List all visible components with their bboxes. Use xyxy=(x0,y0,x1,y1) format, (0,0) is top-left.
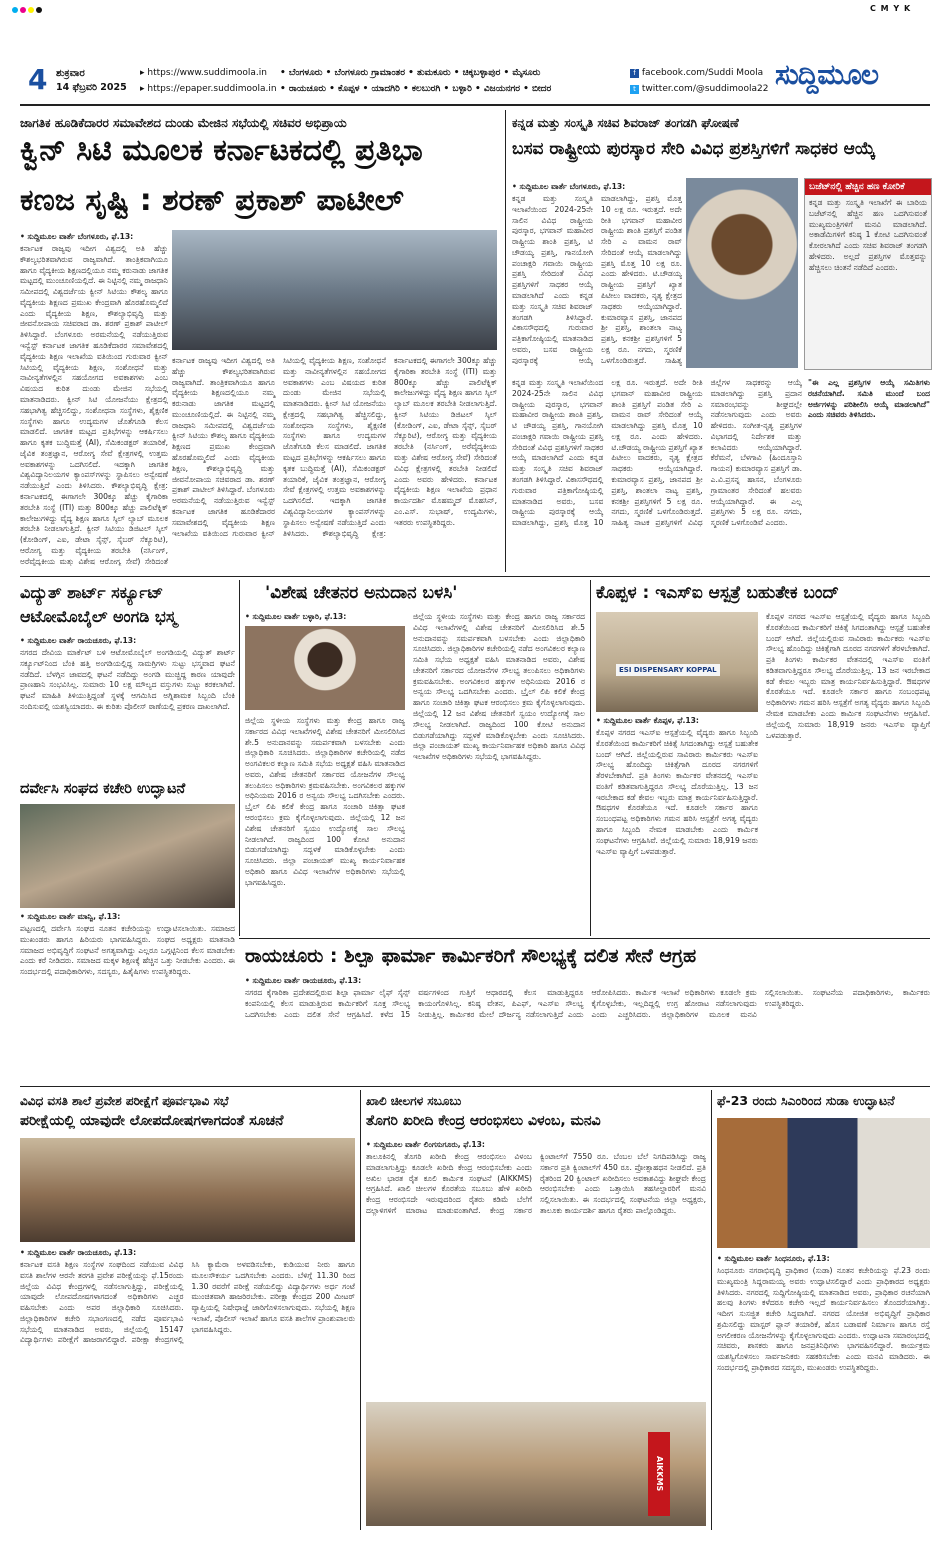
article-headline: ಬಸವ ರಾಷ್ಟ್ರೀಯ ಪುರಸ್ಕಾರ ಸೇರಿ ವಿವಿಧ ಪ್ರಶಸ್ತಿಗಳಿಗೆ ಸಾಧಕರ ಆಯ್ಕೆ xyxy=(512,139,876,159)
article-disabled-grant xyxy=(245,580,585,936)
article-dateline: • ಸುದ್ದಿಮೂಲ ವಾರ್ತೆ ಬೆಂಗಳೂರು, ಫೆ.13: xyxy=(512,182,626,191)
article-headline: ಪರೀಕ್ಷೆಯಲ್ಲಿ ಯಾವುದೇ ಲೋಪದೋಷಗಳಾಗದಂತೆ ಸೂಚನೆ xyxy=(20,1113,284,1129)
news-photo xyxy=(172,230,497,350)
masthead-logo: ಸುದ್ದಿಮೂಲ xyxy=(775,58,879,91)
article-shilpa-pharma xyxy=(245,942,930,1080)
facebook-link[interactable]: f facebook.com/Suddi Moola xyxy=(630,68,763,78)
box-title: ಬಜೆಟ್‌ನಲ್ಲಿ ಹೆಚ್ಚಿನ ಹಣ ಕೋರಿಕೆ xyxy=(805,179,931,195)
page-number: 4 xyxy=(28,63,48,96)
article-esi-hospital xyxy=(596,580,930,936)
article-body-continued: ಜಿಲ್ಲೆಯ ಸ್ಥಳೀಯ ಸಂಸ್ಥೆಗಳು ಮತ್ತು ಕೇಂದ್ರ ಹಾಗೂ ರಾಜ್ಯ ಸರ್ಕಾರದ ವಿವಿಧ ಇಲಾಖೆಗಳಲ್ಲಿ ವಿಶೇಷ ಚೇತನರಿಗೆ ಮೀಸಲಿರಿಸಿದ ಶೇ.5 ಅನುದಾನವನ್ನು ಸಮರ್ಪಕವಾಗಿ ಬಳಸಬೇಕು ಎಂದು ಜಿಲ್ಲಾಧಿಕಾರಿ ಸೂಚಿಸಿದರು. ಜಿಲ್ಲಾಧಿಕಾರಿಗಳ ಕಚೇರಿಯಲ್ಲಿ ನಡೆದ ಅಂಗವಿಕಲರ ಕಲ್ಯಾಣ ಸಮಿತಿ ಸಭೆಯ ಅಧ್ಯಕ್ಷತೆ ವಹಿಸಿ ಮಾತನಾಡಿದ ಅವರು, ವಿಶೇಷ ಚೇತನರಿಗೆ ಸರ್ಕಾರದ ಯೋಜನೆಗಳ ಸೌಲಭ್ಯ ತಲುಪಿಸಲು ಅಧಿಕಾರಿಗಳು ಕ್ರಮವಹಿಸಬೇಕು. ಅಂಗವಿಕಲರ ಹಕ್ಕುಗಳ ಅಧಿನಿಯಮ 2016 ರ ಅನ್ವಯ ಸೌಲಭ್ಯ ಒದಗಿಸಬೇಕು ಎಂದರು. ಬ್ರೈಲ್ ಲಿಪಿ ಕಲಿಕೆ ಕೇಂದ್ರ ಹಾಗೂ ಸಂಚಾರಿ ಚಿಕಿತ್ಸಾ ಘಟಕ ಆರಂಭಿಸಲು ಕ್ರಮ ಕೈಗೊಳ್ಳಲಾಗುವುದು. ಜಿಲ್ಲೆಯಲ್ಲಿ 12 ಜನ ವಿಶೇಷ ಚೇತನರಿಗೆ ಸ್ವಯಂ ಉದ್ಯೋಗಕ್ಕೆ ಸಾಲ ಸೌಲಭ್ಯ ನೀಡಲಾಗಿದೆ. ರಾಜ್ಯದಿಂದ 100 ಕೋಟಿ ಅನುದಾನ ಬಿಡುಗಡೆಯಾಗಿದ್ದು ಸದ್ಬಳಕೆ ಮಾಡಿಕೊಳ್ಳಬೇಕು ಎಂದು ಸೂಚಿಸಿದರು. ಜಿಲ್ಲಾ ಪಂಚಾಯತ್ ಮುಖ್ಯ ಕಾರ್ಯನಿರ್ವಾಹಕ ಅಧಿಕಾರಿ ಹಾಗೂ ವಿವಿಧ ಇಲಾಖೆಗಳ ಅಧಿಕಾರಿಗಳು ಸಭೆಯಲ್ಲಿ ಭಾಗವಹಿಸಿದ್ದರು. xyxy=(413,612,585,762)
twitter-icon: t xyxy=(630,85,639,94)
meeting-photo xyxy=(20,1138,355,1242)
article-kicker: ಜಾಗತಿಕ ಹೂಡಿಕೆದಾರರ ಸಮಾವೇಶದ ದುಂಡು ಮೇಜಿನ ಸಭೆಯಲ್ಲಿ ಸಚಿವರ ಅಭಿಪ್ರಾಯ xyxy=(20,116,347,130)
article-headline: ಕೊಪ್ಪಳ : ಇಎಸ್‌ಐ ಆಸ್ಪತ್ರೆ ಬಹುತೇಕ ಬಂದ್ xyxy=(596,583,839,603)
article-basava-award xyxy=(512,110,930,572)
article-body: ನಗರದ ಕೈಗಾರಿಕಾ ಪ್ರದೇಶದಲ್ಲಿರುವ ಶಿಲ್ಪಾ ಫಾರ್ಮಾ ಲೈಫ್ ಸೈನ್ಸ್ ಕಂಪನಿಯಲ್ಲಿ ಕೆಲಸ ಮಾಡುತ್ತಿರುವ ಕಾರ್ಮಿಕರಿಗೆ ಸೂಕ್ತ ಸೌಲಭ್ಯ ಒದಗಿಸಬೇಕು ಎಂದು ದಲಿತ ಸೇನೆ ಆಗ್ರಹಿಸಿದೆ. ಕಳೆದ 15 ವರ್ಷಗಳಿಂದ ಗುತ್ತಿಗೆ ಆಧಾರದಲ್ಲಿ ಕೆಲಸ ಮಾಡುತ್ತಿದ್ದರೂ ಕಾಯಂಗೊಳಿಸಿಲ್ಲ. ಕನಿಷ್ಠ ವೇತನ, ಪಿಎಫ್, ಇಎಸ್‌ಐ ಸೌಲಭ್ಯ ನೀಡುತ್ತಿಲ್ಲ. ಕಾರ್ಮಿಕರ ಮೇಲೆ ದೌರ್ಜನ್ಯ ನಡೆಸಲಾಗುತ್ತಿದೆ ಎಂದು ಆರೋಪಿಸಿದರು. ಕಾರ್ಮಿಕ ಇಲಾಖೆ ಅಧಿಕಾರಿಗಳು ಕೂಡಲೇ ಕ್ರಮ ಕೈಗೊಳ್ಳಬೇಕು, ಇಲ್ಲದಿದ್ದಲ್ಲಿ ಉಗ್ರ ಹೋರಾಟ ನಡೆಸಲಾಗುವುದು ಎಂದು ಎಚ್ಚರಿಸಿದರು. ಜಿಲ್ಲಾಧಿಕಾರಿಗಳ ಮೂಲಕ ಮನವಿ ಸಲ್ಲಿಸಲಾಯಿತು. ಸಂಘಟನೆಯ ಪದಾಧಿಕಾರಿಗಳು, ಕಾರ್ಮಿಕರು ಉಪಸ್ಥಿತರಿದ್ದರು. xyxy=(245,988,930,1019)
article-body: ಕನ್ನಡ ಮತ್ತು ಸಂಸ್ಕೃತಿ ಇಲಾಖೆಯಿಂದ 2024-25ನೇ ಸಾಲಿನ ವಿವಿಧ ರಾಷ್ಟ್ರೀಯ ಪುರಸ್ಕಾರ, ಭಗವಾನ್ ಮಹಾವೀರ ರಾಷ್ಟ್ರೀಯ ಶಾಂತಿ ಪ್ರಶಸ್ತಿ, ಟಿ ಚೌಡಯ್ಯ ಪ್ರಶಸ್ತಿ, ಗಾನಯೋಗಿ ಪಂಚಾಕ್ಷರಿ ಗವಾಯಿ ರಾಷ್ಟ್ರೀಯ ಪ್ರಶಸ್ತಿ ಸೇರಿದಂತೆ ವಿವಿಧ ಪ್ರಶಸ್ತಿಗಳಿಗೆ ಸಾಧಕರ ಆಯ್ಕೆ ಮಾಡಲಾಗಿದೆ ಎಂದು ಕನ್ನಡ ಮತ್ತು ಸಂಸ್ಕೃತಿ ಸಚಿವ ಶಿವರಾಜ್ ತಂಗಡಗಿ ತಿಳಿಸಿದ್ದಾರೆ. ವಿಕಾಸಸೌಧದಲ್ಲಿ ಗುರುವಾರ ಪತ್ರಿಕಾಗೋಷ್ಠಿಯಲ್ಲಿ ಮಾತನಾಡಿದ ಅವರು, ಬಸವ ರಾಷ್ಟ್ರೀಯ ಪುರಸ್ಕಾರಕ್ಕೆ ಆಯ್ಕೆ ಮಾಡಲಾಗಿದ್ದು, ಪ್ರಶಸ್ತಿ ಮೊತ್ತ 10 ಲಕ್ಷ ರೂ. ಇರುತ್ತದೆ. ಅದೇ ರೀತಿ ಭಗವಾನ್ ಮಹಾವೀರ ರಾಷ್ಟ್ರೀಯ ಶಾಂತಿ ಪ್ರಶಸ್ತಿಗೆ ಪಂಡಿತ ಸೇರಿ ಎ ವಾಮನ ರಾವ್ ಸೇರಿದಂತೆ ಆಯ್ಕೆ ಮಾಡಲಾಗಿದ್ದು ಪ್ರಶಸ್ತಿ ಮೊತ್ತ 10 ಲಕ್ಷ ರೂ. ಎಂದು ಹೇಳಿದರು. ಟಿ.ಚೌಡಯ್ಯ ರಾಷ್ಟ್ರೀಯ ಪ್ರಶಸ್ತಿಗೆ ಖ್ಯಾತ ಪಿಟೀಲು ವಾದಕರು, ನೃತ್ಯ ಕ್ಷೇತ್ರದ ಸಾಧಕರು ಆಯ್ಕೆಯಾಗಿದ್ದಾರೆ. ಕುಮಾರವ್ಯಾಸ ಪ್ರಶಸ್ತಿ, ಜಾನಪದ ಶ್ರೀ ಪ್ರಶಸ್ತಿ, ಶಾಂತಲಾ ನಾಟ್ಯ ಪ್ರಶಸ್ತಿ, ಕನಕಶ್ರೀ ಪ್ರಶಸ್ತಿಗಳಿಗೆ 5 ಲಕ್ಷ ರೂ. ನಗದು, ಸ್ಮರಣಿಕೆ ಒಳಗೊಂಡಿರುತ್ತದೆ. ಸಾಹಿತ್ಯ xyxy=(512,194,682,365)
article-dateline: • ಸುದ್ದಿಮೂಲ ವಾರ್ತೆ ಕೊಪ್ಪಳ, ಫೆ.13: xyxy=(596,716,699,725)
issue-day: ಶುಕ್ರವಾರ xyxy=(56,68,85,79)
article-dateline: • ಸುದ್ದಿಮೂಲ ವಾರ್ತೆ ಬಳ್ಳಾರಿ, ಫೆ.13: xyxy=(245,612,347,621)
article-body: ಕೊಪ್ಪಳ ನಗರದ ಇಎಸ್‌ಐ ಆಸ್ಪತ್ರೆಯಲ್ಲಿ ವೈದ್ಯರು ಹಾಗೂ ಸಿಬ್ಬಂದಿ ಕೊರತೆಯಿಂದ ಕಾರ್ಮಿಕರಿಗೆ ಚಿಕಿತ್ಸೆ ಸಿಗದಂತಾಗಿದ್ದು ಆಸ್ಪತ್ರೆ ಬಹುತೇಕ ಬಂದ್ ಆಗಿದೆ. ಜಿಲ್ಲೆಯಲ್ಲಿರುವ ಸಾವಿರಾರು ಕಾರ್ಮಿಕರು ಇಎಸ್‌ಐ ಸೌಲಭ್ಯ ಹೊಂದಿದ್ದು ಚಿಕಿತ್ಸೆಗಾಗಿ ದೂರದ ನಗರಗಳಿಗೆ ತೆರಳಬೇಕಾಗಿದೆ. ಪ್ರತಿ ತಿಂಗಳು ಕಾರ್ಮಿಕರ ವೇತನದಲ್ಲಿ ಇಎಸ್‌ಐ ವಂತಿಗೆ ಕಡಿತವಾಗುತ್ತಿದ್ದರೂ ಸೌಲಭ್ಯ ದೊರೆಯುತ್ತಿಲ್ಲ. 13 ಜನ ಇರಬೇಕಾದ ಕಡೆ ಕೇವಲ ಇಬ್ಬರು ಮಾತ್ರ ಕಾರ್ಯನಿರ್ವಹಿಸುತ್ತಿದ್ದಾರೆ. ಔಷಧಗಳ ಕೊರತೆಯೂ ಇದೆ. ಕೂಡಲೇ ಸರ್ಕಾರ ಹಾಗೂ ಸಂಬಂಧಪಟ್ಟ ಅಧಿಕಾರಿಗಳು ಗಮನ ಹರಿಸಿ ಆಸ್ಪತ್ರೆಗೆ ಅಗತ್ಯ ವೈದ್ಯರು ಹಾಗೂ ಸಿಬ್ಬಂದಿ ನೇಮಕ ಮಾಡಬೇಕು ಎಂದು ಕಾರ್ಮಿಕ ಸಂಘಟನೆಗಳು ಆಗ್ರಹಿಸಿವೆ. ಜಿಲ್ಲೆಯಲ್ಲಿ ಸುಮಾರು 18,919 ಜನರು ಇಎಸ್‌ಐ ವ್ಯಾಪ್ತಿಗೆ ಒಳಪಡುತ್ತಾರೆ. xyxy=(596,728,758,856)
article-tur-procurement xyxy=(366,1090,706,1530)
color-registration-dots xyxy=(12,6,44,16)
article-body: ಜಿಲ್ಲೆಯ ಸ್ಥಳೀಯ ಸಂಸ್ಥೆಗಳು ಮತ್ತು ಕೇಂದ್ರ ಹಾಗೂ ರಾಜ್ಯ ಸರ್ಕಾರದ ವಿವಿಧ ಇಲಾಖೆಗಳಲ್ಲಿ ವಿಶೇಷ ಚೇತನರಿಗೆ ಮೀಸಲಿರಿಸಿದ ಶೇ.5 ಅನುದಾನವನ್ನು ಸಮರ್ಪಕವಾಗಿ ಬಳಸಬೇಕು ಎಂದು ಜಿಲ್ಲಾಧಿಕಾರಿ ಸೂಚಿಸಿದರು. ಜಿಲ್ಲಾಧಿಕಾರಿಗಳ ಕಚೇರಿಯಲ್ಲಿ ನಡೆದ ಅಂಗವಿಕಲರ ಕಲ್ಯಾಣ ಸಮಿತಿ ಸಭೆಯ ಅಧ್ಯಕ್ಷತೆ ವಹಿಸಿ ಮಾತನಾಡಿದ ಅವರು, ವಿಶೇಷ ಚೇತನರಿಗೆ ಸರ್ಕಾರದ ಯೋಜನೆಗಳ ಸೌಲಭ್ಯ ತಲುಪಿಸಲು ಅಧಿಕಾರಿಗಳು ಕ್ರಮವಹಿಸಬೇಕು. ಅಂಗವಿಕಲರ ಹಕ್ಕುಗಳ ಅಧಿನಿಯಮ 2016 ರ ಅನ್ವಯ ಸೌಲಭ್ಯ ಒದಗಿಸಬೇಕು ಎಂದರು. ಬ್ರೈಲ್ ಲಿಪಿ ಕಲಿಕೆ ಕೇಂದ್ರ ಹಾಗೂ ಸಂಚಾರಿ ಚಿಕಿತ್ಸಾ ಘಟಕ ಆರಂಭಿಸಲು ಕ್ರಮ ಕೈಗೊಳ್ಳಲಾಗುವುದು. ಜಿಲ್ಲೆಯಲ್ಲಿ 12 ಜನ ವಿಶೇಷ ಚೇತನರಿಗೆ ಸ್ವಯಂ ಉದ್ಯೋಗಕ್ಕೆ ಸಾಲ ಸೌಲಭ್ಯ ನೀಡಲಾಗಿದೆ. ರಾಜ್ಯದಿಂದ 100 ಕೋಟಿ ಅನುದಾನ ಬಿಡುಗಡೆಯಾಗಿದ್ದು ಸದ್ಬಳಕೆ ಮಾಡಿಕೊಳ್ಳಬೇಕು ಎಂದು ಸೂಚಿಸಿದರು. ಜಿಲ್ಲಾ ಪಂಚಾಯತ್ ಮುಖ್ಯ ಕಾರ್ಯನಿರ್ವಾಹಕ ಅಧಿಕಾರಿ ಹಾಗೂ ವಿವಿಧ ಇಲಾಖೆಗಳ ಅಧಿಕಾರಿಗಳು ಸಭೆಯಲ್ಲಿ ಭಾಗವಹಿಸಿದ್ದರು. xyxy=(245,716,405,887)
article-dateline: • ಸುದ್ದಿಮೂಲ ವಾರ್ತೆ ರಾಯಚೂರು, ಫೆ.13: xyxy=(245,976,362,985)
article-headline: ಫೆ-23 ರಂದು ಸಿಎಂರಿಂದ ಸುಡಾ ಉದ್ಘಾಟನೆ xyxy=(717,1093,895,1108)
website-link[interactable]: ▸ https://www.suddimoola.in xyxy=(140,68,267,78)
minister-photo xyxy=(686,178,798,368)
article-body: ಕರ್ನಾಟಕ ವಸತಿ ಶಿಕ್ಷಣ ಸಂಸ್ಥೆಗಳ ಸಂಘದಿಂದ ನಡೆಯುವ ವಿವಿಧ ವಸತಿ ಶಾಲೆಗಳ ಆರನೇ ತರಗತಿ ಪ್ರವೇಶ ಪರೀಕ್ಷೆಯನ್ನು ಫೆ.15ರಂದು ಜಿಲ್ಲೆಯ ವಿವಿಧ ಕೇಂದ್ರಗಳಲ್ಲಿ ನಡೆಸಲಾಗುತ್ತಿದ್ದು, ಪರೀಕ್ಷೆಯಲ್ಲಿ ಯಾವುದೇ ಲೋಪದೋಷಗಳಾಗದಂತೆ ಅಧಿಕಾರಿಗಳು ಎಚ್ಚರ ವಹಿಸಬೇಕು ಎಂದು ಅಪರ ಜಿಲ್ಲಾಧಿಕಾರಿ ಸೂಚಿಸಿದರು. ಜಿಲ್ಲಾಧಿಕಾರಿಗಳ ಕಚೇರಿ ಸಭಾಂಗಣದಲ್ಲಿ ನಡೆದ ಪೂರ್ವಭಾವಿ ಸಭೆಯಲ್ಲಿ ಮಾತನಾಡಿದ ಅವರು, ಜಿಲ್ಲೆಯಲ್ಲಿ 15147 ವಿದ್ಯಾರ್ಥಿಗಳು ಪರೀಕ್ಷೆಗೆ ಹಾಜರಾಗಲಿದ್ದಾರೆ. ಪರೀಕ್ಷಾ ಕೇಂದ್ರಗಳಲ್ಲಿ ಸಿಸಿ ಕ್ಯಾಮೆರಾ ಅಳವಡಿಸಬೇಕು, ಕುಡಿಯುವ ನೀರು ಹಾಗೂ ಮೂಲಸೌಕರ್ಯ ಒದಗಿಸಬೇಕು ಎಂದರು. ಬೆಳಿಗ್ಗೆ 11.30 ರಿಂದ 1.30 ರವರೆಗೆ ಪರೀಕ್ಷೆ ನಡೆಯಲಿದ್ದು ವಿದ್ಯಾರ್ಥಿಗಳು ಅರ್ಧ ಗಂಟೆ ಮುಂಚಿತವಾಗಿ ಹಾಜರಿರಬೇಕು. ಪರೀಕ್ಷಾ ಕೇಂದ್ರದ 200 ಮೀಟರ್ ವ್ಯಾಪ್ತಿಯಲ್ಲಿ ನಿಷೇಧಾಜ್ಞೆ ಜಾರಿಗೊಳಿಸಲಾಗುವುದು. ಸಭೆಯಲ್ಲಿ ಶಿಕ್ಷಣ ಇಲಾಖೆ, ಪೊಲೀಸ್ ಇಲಾಖೆ ಹಾಗೂ ವಸತಿ ಶಾಲೆಗಳ ಪ್ರಾಂಶುಪಾಲರು ಭಾಗವಹಿಸಿದ್ದರು. xyxy=(20,1260,355,1345)
article-shortcircuit xyxy=(20,580,235,776)
article-body-continued: ಕನ್ನಡ ಮತ್ತು ಸಂಸ್ಕೃತಿ ಇಲಾಖೆಯಿಂದ 2024-25ನೇ ಸಾಲಿನ ವಿವಿಧ ರಾಷ್ಟ್ರೀಯ ಪುರಸ್ಕಾರ, ಭಗವಾನ್ ಮಹಾವೀರ ರಾಷ್ಟ್ರೀಯ ಶಾಂತಿ ಪ್ರಶಸ್ತಿ, ಟಿ ಚೌಡಯ್ಯ ಪ್ರಶಸ್ತಿ, ಗಾನಯೋಗಿ ಪಂಚಾಕ್ಷರಿ ಗವಾಯಿ ರಾಷ್ಟ್ರೀಯ ಪ್ರಶಸ್ತಿ ಸೇರಿದಂತೆ ವಿವಿಧ ಪ್ರಶಸ್ತಿಗಳಿಗೆ ಸಾಧಕರ ಆಯ್ಕೆ ಮಾಡಲಾಗಿದೆ ಎಂದು ಕನ್ನಡ ಮತ್ತು ಸಂಸ್ಕೃತಿ ಸಚಿವ ಶಿವರಾಜ್ ತಂಗಡಗಿ ತಿಳಿಸಿದ್ದಾರೆ. ವಿಕಾಸಸೌಧದಲ್ಲಿ ಗುರುವಾರ ಪತ್ರಿಕಾಗೋಷ್ಠಿಯಲ್ಲಿ ಮಾತನಾಡಿದ ಅವರು, ಬಸವ ರಾಷ್ಟ್ರೀಯ ಪುರಸ್ಕಾರಕ್ಕೆ ಆಯ್ಕೆ ಮಾಡಲಾಗಿದ್ದು, ಪ್ರಶಸ್ತಿ ಮೊತ್ತ 10 ಲಕ್ಷ ರೂ. ಇರುತ್ತದೆ. ಅದೇ ರೀತಿ ಭಗವಾನ್ ಮಹಾವೀರ ರಾಷ್ಟ್ರೀಯ ಶಾಂತಿ ಪ್ರಶಸ್ತಿಗೆ ಪಂಡಿತ ಸೇರಿ ಎ ವಾಮನ ರಾವ್ ಸೇರಿದಂತೆ ಆಯ್ಕೆ ಮಾಡಲಾಗಿದ್ದು ಪ್ರಶಸ್ತಿ ಮೊತ್ತ 10 ಲಕ್ಷ ರೂ. ಎಂದು ಹೇಳಿದರು. ಟಿ.ಚೌಡಯ್ಯ ರಾಷ್ಟ್ರೀಯ ಪ್ರಶಸ್ತಿಗೆ ಖ್ಯಾತ ಪಿಟೀಲು ವಾದಕರು, ನೃತ್ಯ ಕ್ಷೇತ್ರದ ಸಾಧಕರು ಆಯ್ಕೆಯಾಗಿದ್ದಾರೆ. ಕುಮಾರವ್ಯಾಸ ಪ್ರಶಸ್ತಿ, ಜಾನಪದ ಶ್ರೀ ಪ್ರಶಸ್ತಿ, ಶಾಂತಲಾ ನಾಟ್ಯ ಪ್ರಶಸ್ತಿ, ಕನಕಶ್ರೀ ಪ್ರಶಸ್ತಿಗಳಿಗೆ 5 ಲಕ್ಷ ರೂ. ನಗದು, ಸ್ಮರಣಿಕೆ ಒಳಗೊಂಡಿರುತ್ತದೆ. ಸಾಹಿತ್ಯ ನಾಟಕ ಪ್ರಶಸ್ತಿಗಳಿಗೆ ವಿವಿಧ ಜಿಲ್ಲೆಗಳ ಸಾಧಕರನ್ನು ಆಯ್ಕೆ ಮಾಡಲಾಗಿದ್ದು ಪ್ರಶಸ್ತಿ ಪ್ರದಾನ ಸಮಾರಂಭವನ್ನು ಶೀಘ್ರದಲ್ಲೇ ನಡೆಸಲಾಗುವುದು ಎಂದು ಅವರು ಹೇಳಿದರು. ಸಂಗೀತ-ನೃತ್ಯ ಪ್ರಶಸ್ತಿಗಳ ವಿಭಾಗದಲ್ಲಿ ನಿರ್ದೇಶಕ ಮತ್ತು ಕಲಾವಿದರು ಆಯ್ಕೆಯಾಗಿದ್ದಾರೆ. ಕೆರೆಮನೆ, ಬೆಳಗಾವಿ (ಹಿಂದೂಸ್ತಾನಿ ಗಾಯನ) ಕುಮಾರವ್ಯಾಸ ಪ್ರಶಸ್ತಿಗೆ ಡಾ. ಎ.ವಿ.ಪ್ರಸನ್ನ ಹಾಸನ, ಬೆಂಗಳೂರು ಗ್ರಾಮಾಂತರ ಸೇರಿದಂತೆ ಹಲವರು ಆಯ್ಕೆಯಾಗಿದ್ದಾರೆ. ಈ ಎಲ್ಲ ಪ್ರಶಸ್ತಿಗಳು 5 ಲಕ್ಷ ರೂ. ನಗದು, ಸ್ಮರಣಿಕೆ ಒಳಗೊಂಡಿವೆ ಎಂದರು. xyxy=(512,378,802,528)
article-residential-exam xyxy=(20,1090,355,1530)
sidebar-box xyxy=(804,178,932,370)
article-dateline: • ಸುದ್ದಿಮೂಲ ವಾರ್ತೆ ರಾಯಚೂರು, ಫೆ.13: xyxy=(20,636,137,645)
portrait-photo xyxy=(717,1118,930,1248)
article-suda-inauguration xyxy=(717,1090,930,1530)
news-photo xyxy=(20,804,235,908)
article-headline: ತೊಗರಿ ಖರೀದಿ ಕೇಂದ್ರ ಆರಂಭಿಸಲು ವಿಳಂಬ, ಮನವಿ xyxy=(366,1113,601,1129)
article-headline: ರಾಯಚೂರು : ಶಿಲ್ಪಾ ಫಾರ್ಮಾ ಕಾರ್ಮಿಕರಿಗೆ ಸೌಲಭ್ಯಕ್ಕೆ ದಲಿತ ಸೇನೆ ಆಗ್ರಹ xyxy=(245,945,697,967)
article-headline: ದರ್ವೇಸಿ ಸಂಘದ ಕಚೇರಿ ಉದ್ಘಾಟನೆ xyxy=(20,781,186,797)
article-kicker: ಖಾಲಿ ಚೀಲಗಳ ಸಬೂಬು xyxy=(366,1094,462,1108)
article-body: ಸಿಂಧನೂರು ನಗರಾಭಿವೃದ್ಧಿ ಪ್ರಾಧಿಕಾರ (ಸುಡಾ) ನೂತನ ಕಚೇರಿಯನ್ನು ಫೆ.23 ರಂದು ಮುಖ್ಯಮಂತ್ರಿ ಸಿದ್ದರಾಮಯ್ಯ ಅವರು ಉದ್ಘಾಟಿಸಲಿದ್ದಾರೆ ಎಂದು ಪ್ರಾಧಿಕಾರದ ಅಧ್ಯಕ್ಷರು ತಿಳಿಸಿದರು. ನಗರದಲ್ಲಿ ಸುದ್ದಿಗೋಷ್ಠಿಯಲ್ಲಿ ಮಾತನಾಡಿದ ಅವರು, ಪ್ರಾಧಿಕಾರ ರಚನೆಯಾಗಿ ಹಲವು ತಿಂಗಳು ಕಳೆದರೂ ಕಚೇರಿ ಇಲ್ಲದೆ ಕಾರ್ಯನಿರ್ವಹಿಸಲು ತೊಂದರೆಯಾಗಿತ್ತು. ಇದೀಗ ಸುಸಜ್ಜಿತ ಕಚೇರಿ ಸಿದ್ಧವಾಗಿದೆ. ನಗರದ ಯೋಜಿತ ಅಭಿವೃದ್ಧಿಗೆ ಪ್ರಾಧಿಕಾರ ಶ್ರಮಿಸಲಿದ್ದು ಮಾಸ್ಟರ್ ಪ್ಲಾನ್ ತಯಾರಿಕೆ, ಹೊಸ ಬಡಾವಣೆ ನಿರ್ಮಾಣ ಹಾಗೂ ರಸ್ತೆ ಅಗಲೀಕರಣ ಯೋಜನೆಗಳನ್ನು ಕೈಗೊಳ್ಳಲಾಗುವುದು ಎಂದರು. ಉದ್ಘಾಟನಾ ಸಮಾರಂಭದಲ್ಲಿ ಸಚಿವರು, ಶಾಸಕರು ಹಾಗೂ ಜನಪ್ರತಿನಿಧಿಗಳು ಭಾಗವಹಿಸಲಿದ್ದಾರೆ. ಕಾರ್ಯಕ್ರಮ ಯಶಸ್ವಿಗೊಳಿಸಲು ಸಾರ್ವಜನಿಕರು ಸಹಕರಿಸಬೇಕು ಎಂದು ಮನವಿ ಮಾಡಿದರು. ಈ ಸಂದರ್ಭದಲ್ಲಿ ಪ್ರಾಧಿಕಾರದ ಸದಸ್ಯರು, ಮುಖಂಡರು ಉಪಸ್ಥಿತರಿದ್ದರು. xyxy=(717,1266,930,1373)
article-headline: ವಿದ್ಯುತ್ ಶಾರ್ಟ್ ಸರ್ಕ್ಯೂಟ್ xyxy=(20,583,164,602)
article-headline: 'ವಿಶೇಷ ಚೇತನರ ಅನುದಾನ ಬಳಸಿ' xyxy=(265,583,458,603)
pull-quote: "ಈ ಎಲ್ಲ ಪ್ರಶಸ್ತಿಗಳ ಆಯ್ಕೆ ಸಮಿತಿಗಳು ರಚನೆಯಾಗಿದೆ. ಸಮಿತಿ ಮುಂದೆ ಬಂದ ಅರ್ಜಿಗಳನ್ನು ಪರಿಶೀಲಿಸಿ ಆಯ್ಕೆ ಮಾಡಲಾಗಿದೆ" ಎಂದು ಸಚಿವರು ತಿಳಿಸಿದರು. xyxy=(808,378,930,420)
facebook-icon: f xyxy=(630,69,639,78)
hospital-photo xyxy=(596,612,758,712)
article-darvesi xyxy=(20,780,235,1020)
article-headline: ಕ್ವಿನ್ ಸಿಟಿ ಮೂಲಕ ಕರ್ನಾಟಕದಲ್ಲಿ ಪ್ರತಿಭಾ xyxy=(20,133,423,168)
article-body: ಕರ್ನಾಟಕ ರಾಜ್ಯವು ಇದೀಗ ವಿಶ್ವದಲ್ಲಿ ಅತಿ ಹೆಚ್ಚು ಕೌಶಲ್ಯಭರಿತವಾಗಿರುವ ರಾಜ್ಯವಾಗಿದೆ. ತಾಂತ್ರಿಕವಾಗಿಯೂ ಹಾಗೂ ವೈದ್ಯಕೀಯ ಶಿಕ್ಷಣದಲ್ಲಿಯೂ ನಮ್ಮ ಕರುನಾಡು ಜಾಗತಿಕ ಮಟ್ಟದಲ್ಲಿ ಮುಂಚೂಣಿಯಲ್ಲಿದೆ. ಈ ನಿಟ್ಟಿನಲ್ಲಿ ನಮ್ಮ ರಾಜಧಾನಿ ಸಮೀಪದಲ್ಲಿ ವಿಶ್ವದರ್ಜೆಯ ಕ್ವೀನ್ ಸಿಟಿಯು ಕೌಶಲ್ಯ ಹಾಗೂ ವೈದ್ಯಕೀಯ ಶಿಕ್ಷಣದ ಪ್ರಮುಖ ಕೇಂದ್ರವಾಗಿ ಹೊರಹೊಮ್ಮಲಿದೆ ಎಂದು ವೈದ್ಯಕೀಯ ಶಿಕ್ಷಣ, ಕೌಶಲ್ಯಾಭಿವೃದ್ಧಿ ಮತ್ತು ಜೀವನೋಪಾಯ ಸಚಿವರಾದ ಡಾ. ಶರಣ್ ಪ್ರಕಾಶ್ ಪಾಟೀಲ್ ತಿಳಿಸಿದ್ದಾರೆ. ಬೆಂಗಳೂರು ಅರಮನೆಯಲ್ಲಿ ನಡೆಯುತ್ತಿರುವ ಇನ್ವೆಸ್ಟ್ ಕರ್ನಾಟಕ ಜಾಗತಿಕ ಹೂಡಿಕೆದಾರರ ಸಮಾವೇಶದಲ್ಲಿ ವೈದ್ಯಕೀಯ ಶಿಕ್ಷಣ ಇಲಾಖೆಯ ವತಿಯಿಂದ ಗುರುವಾರ ಕ್ವೀನ್ ಸಿಟಿಯಲ್ಲಿ ವೈದ್ಯಕೀಯ ಶಿಕ್ಷಣ, ಸಂಶೋಧನೆ ಮತ್ತು ನಾವೀನ್ಯತೆಗಳಲ್ಲಿನ ಸಹಯೋಗದ ಅವಕಾಶಗಳು ಎಂಬ ವಿಷಯದ ಕುರಿತ ದುಂಡು ಮೇಜಿನ ಸಭೆಯಲ್ಲಿ ಮಾತನಾಡಿದರು. ಕ್ವೀನ್ ಸಿಟಿ ಯೋಜನೆಯು ಕ್ಷೇತ್ರದಲ್ಲಿ ಸಹಭಾಗಿತ್ವ ಹೆಚ್ಚಿಸಲಿದ್ದು, ಸಂಶೋಧನಾ ಸಂಸ್ಥೆಗಳು, ಶೈಕ್ಷಣಿಕ ಸಂಸ್ಥೆಗಳು ಹಾಗೂ ಉದ್ಯಮಗಳ ಜೊತೆಗೂಡಿ ಕೆಲಸ ಮಾಡಲಿದೆ. ಜಾಗತಿಕ ಮಟ್ಟದ ಪ್ರತಿಭೆಗಳನ್ನು ಆಕರ್ಷಿಸಲು ಹಾಗೂ ಕೃತಕ ಬುದ್ಧಿಮತ್ತೆ (AI), ಸೆಮಿಕಂಡಕ್ಟರ್ ತಯಾರಿಕೆ, ಜೈವಿಕ ತಂತ್ರಜ್ಞಾನ, ಆರೋಗ್ಯ ಸೇವೆ ಕ್ಷೇತ್ರಗಳಲ್ಲಿ ಉತ್ತಮ ಅವಕಾಶಗಳನ್ನು ಒದಗಿಸಲಿದೆ. ಇದಕ್ಕಾಗಿ ಜಾಗತಿಕ ವಿಶ್ವವಿದ್ಯಾನಿಲಯಗಳ ಕ್ಯಾಂಪಸ್‌ಗಳನ್ನು ಸ್ಥಾಪಿಸಲು ಅನ್ವೇಷಣೆ ನಡೆಯುತ್ತಿದೆ ಎಂದು ತಿಳಿಸಿದರು. ಕೌಶಲ್ಯಾಭಿವೃದ್ಧಿ ಕ್ಷೇತ್ರ: ಕರ್ನಾಟಕದಲ್ಲಿ ಈಗಾಗಲೇ 300ಕ್ಕೂ ಹೆಚ್ಚು ಕೈಗಾರಿಕಾ ತರಬೇತಿ ಸಂಸ್ಥೆ (ITI) ಮತ್ತು 800ಕ್ಕೂ ಹೆಚ್ಚು ಪಾಲಿಟೆಕ್ನಿಕ್ ಕಾಲೇಜುಗಳಿದ್ದು ವೈದ್ಯ ಶಿಕ್ಷಣ ಹಾಗೂ ಸ್ಕಿಲ್ ಲ್ಯಾಬ್ ಮೂಲಕ ತರಬೇತಿ ನೀಡಲಾಗುತ್ತಿದೆ. ಕ್ವೀನ್ ಸಿಟಿಯು ಡಿಜಿಟಲ್ ಸ್ಕಿಲ್ (ಕೋಡಿಂಗ್, ಎಐ, ಡೇಟಾ ಸೈನ್ಸ್, ಸೈಬರ್ ಸೆಕ್ಯೂರಿಟಿ), ಆರೋಗ್ಯ ಮತ್ತು ವೈದ್ಯಕೀಯ ತರಬೇತಿ (ನರ್ಸಿಂಗ್, ಅರೆವೈದ್ಯಕೀಯ ಮತ್ತು ವಿಶೇಷ ಆರೋಗ್ಯ ಸೇವೆ) ಸೇರಿದಂತೆ xyxy=(20,244,168,566)
article-body: ತಾಲೂಕಿನಲ್ಲಿ ತೊಗರಿ ಖರೀದಿ ಕೇಂದ್ರ ಆರಂಭಿಸಲು ವಿಳಂಬ ಮಾಡಲಾಗುತ್ತಿದ್ದು ಕೂಡಲೇ ಖರೀದಿ ಕೇಂದ್ರ ಆರಂಭಿಸಬೇಕು ಎಂದು ಅಖಿಲ ಭಾರತ ರೈತ ಕೂಲಿ ಕಾರ್ಮಿಕ ಸಂಘಟನೆ (AIKKMS) ಆಗ್ರಹಿಸಿದೆ. ಖಾಲಿ ಚೀಲಗಳ ಕೊರತೆಯ ಸಬೂಬು ಹೇಳಿ ಖರೀದಿ ಕೇಂದ್ರ ಆರಂಭಿಸದೇ ಇರುವುದರಿಂದ ರೈತರು ಕಡಿಮೆ ಬೆಲೆಗೆ ದಲ್ಲಾಳಿಗಳಿಗೆ ಮಾರಾಟ ಮಾಡುವಂತಾಗಿದೆ. ಕೇಂದ್ರ ಸರ್ಕಾರ ಕ್ವಿಂಟಾಲ್‌ಗೆ 7550 ರೂ. ಬೆಂಬಲ ಬೆಲೆ ನಿಗದಿಪಡಿಸಿದ್ದು ರಾಜ್ಯ ಸರ್ಕಾರ ಪ್ರತಿ ಕ್ವಿಂಟಾಲ್‌ಗೆ 450 ರೂ. ಪ್ರೋತ್ಸಾಹಧನ ನೀಡಲಿದೆ. ಪ್ರತಿ ರೈತರಿಂದ 20 ಕ್ವಿಂಟಾಲ್ ಖರೀದಿಸಲು ಅವಕಾಶವಿದ್ದು ಶೀಘ್ರವೇ ಕೇಂದ್ರ ಆರಂಭಿಸಬೇಕು ಎಂದು ಒತ್ತಾಯಿಸಿ ತಹಸೀಲ್ದಾರರಿಗೆ ಮನವಿ ಸಲ್ಲಿಸಲಾಯಿತು. ಈ ಸಂದರ್ಭದಲ್ಲಿ ಸಂಘಟನೆಯ ಜಿಲ್ಲಾ ಅಧ್ಯಕ್ಷರು, ತಾಲೂಕು ಕಾರ್ಯದರ್ಶಿ ಹಾಗೂ ರೈತರು ಪಾಲ್ಗೊಂಡಿದ್ದರು. xyxy=(366,1152,706,1215)
article-dateline: • ಸುದ್ದಿಮೂಲ ವಾರ್ತೆ ಮಾನ್ವಿ, ಫೆ.13: xyxy=(20,912,121,921)
article-dateline: • ಸುದ್ದಿಮೂಲ ವಾರ್ತೆ ಲಿಂಗಸುಗೂರು, ಫೆ.13: xyxy=(366,1140,485,1149)
protest-photo xyxy=(366,1402,706,1526)
protest-banner: AIKKMS xyxy=(648,1432,670,1516)
article-body-continued: ಕರ್ನಾಟಕ ರಾಜ್ಯವು ಇದೀಗ ವಿಶ್ವದಲ್ಲಿ ಅತಿ ಹೆಚ್ಚು ಕೌಶಲ್ಯಭರಿತವಾಗಿರುವ ರಾಜ್ಯವಾಗಿದೆ. ತಾಂತ್ರಿಕವಾಗಿಯೂ ಹಾಗೂ ವೈದ್ಯಕೀಯ ಶಿಕ್ಷಣದಲ್ಲಿಯೂ ನಮ್ಮ ಕರುನಾಡು ಜಾಗತಿಕ ಮಟ್ಟದಲ್ಲಿ ಮುಂಚೂಣಿಯಲ್ಲಿದೆ. ಈ ನಿಟ್ಟಿನಲ್ಲಿ ನಮ್ಮ ರಾಜಧಾನಿ ಸಮೀಪದಲ್ಲಿ ವಿಶ್ವದರ್ಜೆಯ ಕ್ವೀನ್ ಸಿಟಿಯು ಕೌಶಲ್ಯ ಹಾಗೂ ವೈದ್ಯಕೀಯ ಶಿಕ್ಷಣದ ಪ್ರಮುಖ ಕೇಂದ್ರವಾಗಿ ಹೊರಹೊಮ್ಮಲಿದೆ ಎಂದು ವೈದ್ಯಕೀಯ ಶಿಕ್ಷಣ, ಕೌಶಲ್ಯಾಭಿವೃದ್ಧಿ ಮತ್ತು ಜೀವನೋಪಾಯ ಸಚಿವರಾದ ಡಾ. ಶರಣ್ ಪ್ರಕಾಶ್ ಪಾಟೀಲ್ ತಿಳಿಸಿದ್ದಾರೆ. ಬೆಂಗಳೂರು ಅರಮನೆಯಲ್ಲಿ ನಡೆಯುತ್ತಿರುವ ಇನ್ವೆಸ್ಟ್ ಕರ್ನಾಟಕ ಜಾಗತಿಕ ಹೂಡಿಕೆದಾರರ ಸಮಾವೇಶದಲ್ಲಿ ವೈದ್ಯಕೀಯ ಶಿಕ್ಷಣ ಇಲಾಖೆಯ ವತಿಯಿಂದ ಗುರುವಾರ ಕ್ವೀನ್ ಸಿಟಿಯಲ್ಲಿ ವೈದ್ಯಕೀಯ ಶಿಕ್ಷಣ, ಸಂಶೋಧನೆ ಮತ್ತು ನಾವೀನ್ಯತೆಗಳಲ್ಲಿನ ಸಹಯೋಗದ ಅವಕಾಶಗಳು ಎಂಬ ವಿಷಯದ ಕುರಿತ ದುಂಡು ಮೇಜಿನ ಸಭೆಯಲ್ಲಿ ಮಾತನಾಡಿದರು. ಕ್ವೀನ್ ಸಿಟಿ ಯೋಜನೆಯು ಕ್ಷೇತ್ರದಲ್ಲಿ ಸಹಭಾಗಿತ್ವ ಹೆಚ್ಚಿಸಲಿದ್ದು, ಸಂಶೋಧನಾ ಸಂಸ್ಥೆಗಳು, ಶೈಕ್ಷಣಿಕ ಸಂಸ್ಥೆಗಳು ಹಾಗೂ ಉದ್ಯಮಗಳ ಜೊತೆಗೂಡಿ ಕೆಲಸ ಮಾಡಲಿದೆ. ಜಾಗತಿಕ ಮಟ್ಟದ ಪ್ರತಿಭೆಗಳನ್ನು ಆಕರ್ಷಿಸಲು ಹಾಗೂ ಕೃತಕ ಬುದ್ಧಿಮತ್ತೆ (AI), ಸೆಮಿಕಂಡಕ್ಟರ್ ತಯಾರಿಕೆ, ಜೈವಿಕ ತಂತ್ರಜ್ಞಾನ, ಆರೋಗ್ಯ ಸೇವೆ ಕ್ಷೇತ್ರಗಳಲ್ಲಿ ಉತ್ತಮ ಅವಕಾಶಗಳನ್ನು ಒದಗಿಸಲಿದೆ. ಇದಕ್ಕಾಗಿ ಜಾಗತಿಕ ವಿಶ್ವವಿದ್ಯಾನಿಲಯಗಳ ಕ್ಯಾಂಪಸ್‌ಗಳನ್ನು ಸ್ಥಾಪಿಸಲು ಅನ್ವೇಷಣೆ ನಡೆಯುತ್ತಿದೆ ಎಂದು ತಿಳಿಸಿದರು. ಕೌಶಲ್ಯಾಭಿವೃದ್ಧಿ ಕ್ಷೇತ್ರ: ಕರ್ನಾಟಕದಲ್ಲಿ ಈಗಾಗಲೇ 300ಕ್ಕೂ ಹೆಚ್ಚು ಕೈಗಾರಿಕಾ ತರಬೇತಿ ಸಂಸ್ಥೆ (ITI) ಮತ್ತು 800ಕ್ಕೂ ಹೆಚ್ಚು ಪಾಲಿಟೆಕ್ನಿಕ್ ಕಾಲೇಜುಗಳಿದ್ದು ವೈದ್ಯ ಶಿಕ್ಷಣ ಹಾಗೂ ಸ್ಕಿಲ್ ಲ್ಯಾಬ್ ಮೂಲಕ ತರಬೇತಿ ನೀಡಲಾಗುತ್ತಿದೆ. ಕ್ವೀನ್ ಸಿಟಿಯು ಡಿಜಿಟಲ್ ಸ್ಕಿಲ್ (ಕೋಡಿಂಗ್, ಎಐ, ಡೇಟಾ ಸೈನ್ಸ್, ಸೈಬರ್ ಸೆಕ್ಯೂರಿಟಿ), ಆರೋಗ್ಯ ಮತ್ತು ವೈದ್ಯಕೀಯ ತರಬೇತಿ (ನರ್ಸಿಂಗ್, ಅರೆವೈದ್ಯಕೀಯ ಮತ್ತು ವಿಶೇಷ ಆರೋಗ್ಯ ಸೇವೆ) ಸೇರಿದಂತೆ ವಿವಿಧ ಕ್ಷೇತ್ರಗಳಲ್ಲಿ ತರಬೇತಿ ನೀಡಲಿದೆ ಎಂದು ಅವರು ಹೇಳಿದರು. ಕರ್ನಾಟಕ ವೈದ್ಯಕೀಯ ಶಿಕ್ಷಣ ಇಲಾಖೆಯ ಪ್ರಧಾನ ಕಾರ್ಯದರ್ಶಿ ಮೊಹಮ್ಮದ್ ಮೊಹಸಿನ್, ಎಂ.ಎಸ್. ಸುಭಾಷ್, ಉದ್ಯಮಿಗಳು, ಇತರರು ಉಪಸ್ಥಿತರಿದ್ದರು. xyxy=(172,356,497,538)
box-body: ಕನ್ನಡ ಮತ್ತು ಸಂಸ್ಕೃತಿ ಇಲಾಖೆಗೆ ಈ ಬಾರಿಯ ಬಜೆಟ್‌ನಲ್ಲಿ ಹೆಚ್ಚಿನ ಹಣ ಒದಗಿಸುವಂತೆ ಮುಖ್ಯಮಂತ್ರಿಗಳಿಗೆ ಮನವಿ ಮಾಡಲಾಗಿದೆ. ಅಕಾಡೆಮಿಗಳಿಗೆ ಕನಿಷ್ಠ 1 ಕೋಟಿ ಒದಗಿಸುವಂತೆ ಕೋರಲಾಗಿದೆ ಎಂದು ಸಚಿವ ಶಿವರಾಜ್ ತಂಗಡಗಿ ಹೇಳಿದರು. ಅಲ್ಲದೆ ಪ್ರಶಸ್ತಿಗಳ ಮೊತ್ತವನ್ನು ಹೆಚ್ಚಿಸಲು ಚಿಂತನೆ ನಡೆದಿದೆ ಎಂದರು. xyxy=(809,198,927,272)
official-photo xyxy=(245,626,405,710)
article-dateline: • ಸುದ್ದಿಮೂಲ ವಾರ್ತೆ ರಾಯಚೂರು, ಫೆ.13: xyxy=(20,1248,137,1257)
article-quincity xyxy=(20,110,500,572)
article-body: ನಗರದ ದೇವಿಯ ಮಾರ್ಕೆಟ್ ಬಳಿ ಆಟೋಮೊಬೈಲ್ ಅಂಗಡಿಯಲ್ಲಿ ವಿದ್ಯುತ್ ಶಾರ್ಟ್ ಸರ್ಕ್ಯೂಟ್‌ನಿಂದ ಬೆಂಕಿ ಹತ್ತಿ ಅಂಗಡಿಯಲ್ಲಿದ್ದ ಸಾಮಗ್ರಿಗಳು ಸುಟ್ಟು ಭಸ್ಮವಾದ ಘಟನೆ ನಡೆದಿದೆ. ಬೆಳಗ್ಗಿನ ಜಾವದಲ್ಲಿ ಘಟನೆ ನಡೆದಿದ್ದು ಅಂಗಡಿ ಮುಚ್ಚಿದ್ದ ಕಾರಣ ಯಾವುದೇ ಪ್ರಾಣಹಾನಿ ಸಂಭವಿಸಿಲ್ಲ. ಸುಮಾರು 10 ಲಕ್ಷ ಮೌಲ್ಯದ ವಸ್ತುಗಳು ಸುಟ್ಟು ಕರಕಲಾಗಿವೆ. ಘಟನೆ ಮಾಹಿತಿ ತಿಳಿಯುತ್ತಿದ್ದಂತೆ ಸ್ಥಳಕ್ಕೆ ಆಗಮಿಸಿದ ಅಗ್ನಿಶಾಮಕ ಸಿಬ್ಬಂದಿ ಬೆಂಕಿ ನಂದಿಸುವಲ್ಲಿ ಯಶಸ್ವಿಯಾದರು. ಈ ಕುರಿತು ಪೊಲೀಸ್ ಠಾಣೆಯಲ್ಲಿ ಪ್ರಕರಣ ದಾಖಲಾಗಿದೆ. xyxy=(20,648,235,711)
globe-icon: ▸ xyxy=(140,84,148,94)
twitter-link[interactable]: t twitter.com/@suddimoola22 xyxy=(630,84,768,94)
article-dateline: • ಸುದ್ದಿಮೂಲ ವಾರ್ತೆ ಬೆಂಗಳೂರು, ಫೆ.13: xyxy=(20,232,134,241)
cities-row-1: • ಬೆಂಗಳೂರು • ಬೆಂಗಳೂರು ಗ್ರಾಮಾಂತರ • ತುಮಕೂರು • ಚಿಕ್ಕಬಳ್ಳಾಪುರ • ಮೈಸೂರು xyxy=(280,68,541,78)
epaper-link[interactable]: ▸ https://epaper.suddimoola.in xyxy=(140,84,277,94)
cities-row-2: • ರಾಯಚೂರು • ಕೊಪ್ಪಳ • ಯಾದಗಿರಿ • ಕಲಬುರಗಿ • ಬಳ್ಳಾರಿ • ವಿಜಯನಗರ • ಬೀದರ xyxy=(280,84,552,94)
article-body-continued: ಕೊಪ್ಪಳ ನಗರದ ಇಎಸ್‌ಐ ಆಸ್ಪತ್ರೆಯಲ್ಲಿ ವೈದ್ಯರು ಹಾಗೂ ಸಿಬ್ಬಂದಿ ಕೊರತೆಯಿಂದ ಕಾರ್ಮಿಕರಿಗೆ ಚಿಕಿತ್ಸೆ ಸಿಗದಂತಾಗಿದ್ದು ಆಸ್ಪತ್ರೆ ಬಹುತೇಕ ಬಂದ್ ಆಗಿದೆ. ಜಿಲ್ಲೆಯಲ್ಲಿರುವ ಸಾವಿರಾರು ಕಾರ್ಮಿಕರು ಇಎಸ್‌ಐ ಸೌಲಭ್ಯ ಹೊಂದಿದ್ದು ಚಿಕಿತ್ಸೆಗಾಗಿ ದೂರದ ನಗರಗಳಿಗೆ ತೆರಳಬೇಕಾಗಿದೆ. ಪ್ರತಿ ತಿಂಗಳು ಕಾರ್ಮಿಕರ ವೇತನದಲ್ಲಿ ಇಎಸ್‌ಐ ವಂತಿಗೆ ಕಡಿತವಾಗುತ್ತಿದ್ದರೂ ಸೌಲಭ್ಯ ದೊರೆಯುತ್ತಿಲ್ಲ. 13 ಜನ ಇರಬೇಕಾದ ಕಡೆ ಕೇವಲ ಇಬ್ಬರು ಮಾತ್ರ ಕಾರ್ಯನಿರ್ವಹಿಸುತ್ತಿದ್ದಾರೆ. ಔಷಧಗಳ ಕೊರತೆಯೂ ಇದೆ. ಕೂಡಲೇ ಸರ್ಕಾರ ಹಾಗೂ ಸಂಬಂಧಪಟ್ಟ ಅಧಿಕಾರಿಗಳು ಗಮನ ಹರಿಸಿ ಆಸ್ಪತ್ರೆಗೆ ಅಗತ್ಯ ವೈದ್ಯರು ಹಾಗೂ ಸಿಬ್ಬಂದಿ ನೇಮಕ ಮಾಡಬೇಕು ಎಂದು ಕಾರ್ಮಿಕ ಸಂಘಟನೆಗಳು ಆಗ್ರಹಿಸಿವೆ. ಜಿಲ್ಲೆಯಲ್ಲಿ ಸುಮಾರು 18,919 ಜನರು ಇಎಸ್‌ಐ ವ್ಯಾಪ್ತಿಗೆ ಒಳಪಡುತ್ತಾರೆ. xyxy=(766,612,930,740)
article-body: ಪಟ್ಟಣದಲ್ಲಿ ದರ್ವೇಸಿ ಸಂಘದ ನೂತನ ಕಚೇರಿಯನ್ನು ಉದ್ಘಾಟಿಸಲಾಯಿತು. ಸಮಾಜದ ಮುಖಂಡರು ಹಾಗೂ ಹಿರಿಯರು ಭಾಗವಹಿಸಿದ್ದರು. ಸಂಘದ ಅಧ್ಯಕ್ಷರು ಮಾತನಾಡಿ ಸಮಾಜದ ಅಭಿವೃದ್ಧಿಗೆ ಸಂಘಟನೆ ಅಗತ್ಯವಾಗಿದ್ದು ಎಲ್ಲರೂ ಒಗ್ಗಟ್ಟಿನಿಂದ ಕೆಲಸ ಮಾಡಬೇಕು ಎಂದು ಕರೆ ನೀಡಿದರು. ಸಮಾಜದ ಮಕ್ಕಳ ಶಿಕ್ಷಣಕ್ಕೆ ಹೆಚ್ಚಿನ ಒತ್ತು ನೀಡಬೇಕು ಎಂದರು. ಈ ಸಂದರ್ಭದಲ್ಲಿ ಪದಾಧಿಕಾರಿಗಳು, ಸದಸ್ಯರು, ಹಿತೈಷಿಗಳು ಉಪಸ್ಥಿತರಿದ್ದರು. xyxy=(20,924,235,977)
article-kicker: ಕನ್ನಡ ಮತ್ತು ಸಂಸ್ಕೃತಿ ಸಚಿವ ಶಿವರಾಜ್ ತಂಗಡಗಿ ಘೋಷಣೆ xyxy=(512,116,739,130)
article-kicker: ವಿವಿಧ ವಸತಿ ಶಾಲೆ ಪ್ರವೇಶ ಪರೀಕ್ಷೆಗೆ ಪೂರ್ವಭಾವಿ ಸಭೆ xyxy=(20,1094,229,1108)
issue-date: 14 ಫೆಬ್ರವರಿ 2025 xyxy=(56,82,127,93)
cmyk-mark: C M Y K xyxy=(870,4,912,13)
article-headline: ಕಣಜ ಸೃಷ್ಟಿ : ಶರಣ್ ಪ್ರಕಾಶ್ ಪಾಟೀಲ್ xyxy=(20,183,404,218)
globe-icon: ▸ xyxy=(140,68,148,78)
article-dateline: • ಸುದ್ದಿಮೂಲ ವಾರ್ತೆ ಸಿಂಧನೂರು, ಫೆ.13: xyxy=(717,1254,830,1263)
article-headline: ಆಟೋಮೊಬೈಲ್ ಅಂಗಡಿ ಭಸ್ಮ xyxy=(20,607,177,626)
hospital-sign: ESI DISPENSARY KOPPAL xyxy=(616,664,720,676)
